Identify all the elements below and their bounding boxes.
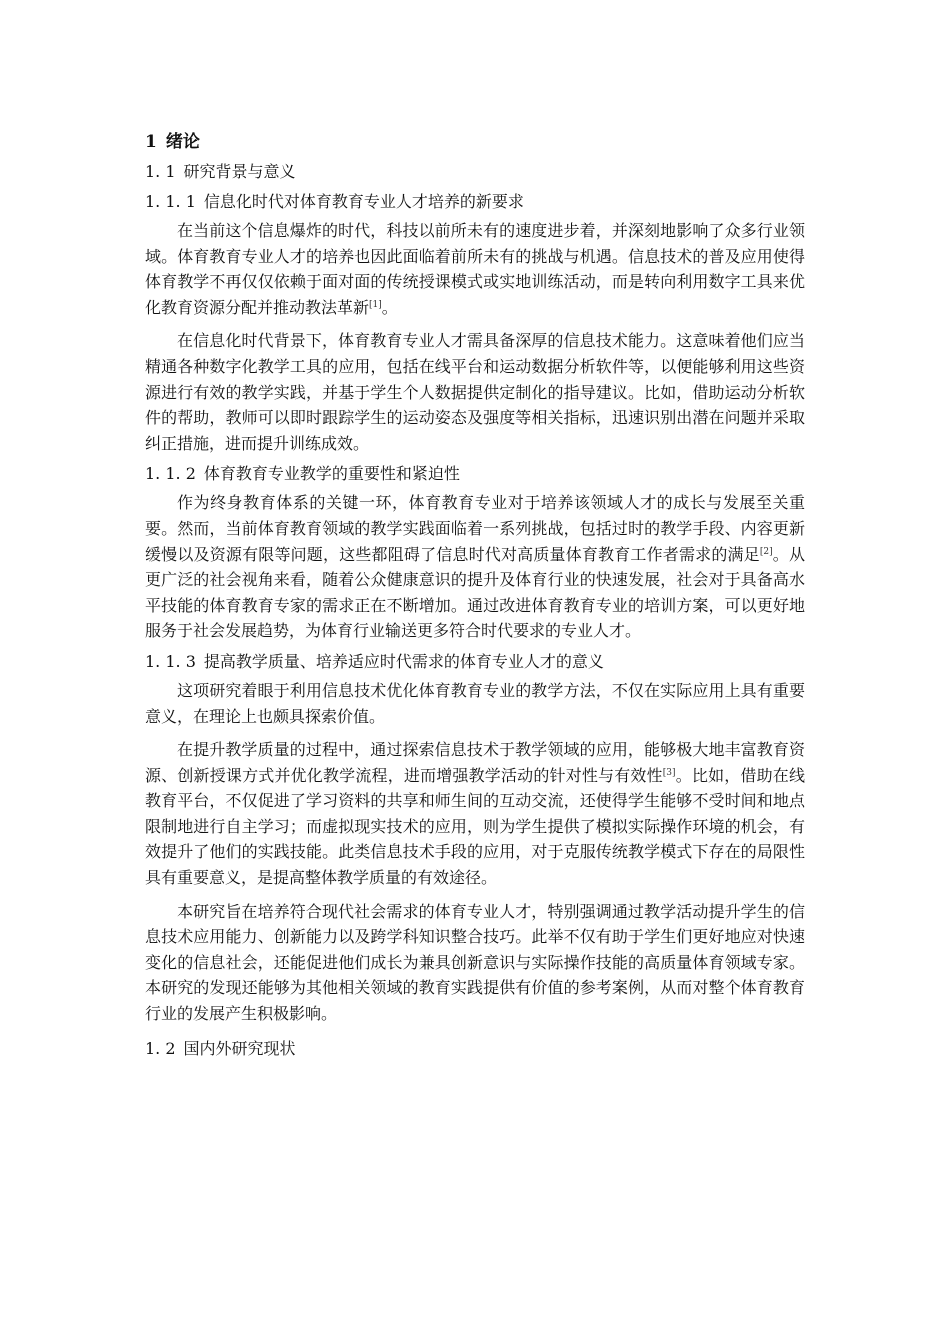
paragraph-3	[145, 490, 805, 644]
paragraph-text: 在当前这个信息爆炸的时代，科技以前所未有的速度进步着，并深刻地影响了众多行业领域。体育教育专业人才的培养也因此面临着前所未有的挑战与机遇。信息技术的普及应用使得体育教学不再仅仅依赖于面对面的传统授课模式或实地训练活动，而是转向利用数字工具来优化教育资源分配并推动教法革新	[145, 221, 805, 317]
heading-number: 1. 1	[145, 162, 176, 181]
heading-section-1-1-3	[145, 648, 805, 676]
paragraph-4	[145, 678, 805, 729]
citation-ref-2: [2]	[759, 546, 773, 557]
paragraph-text: 在信息化时代背景下，体育教育专业人才需具备深厚的信息技术能力。这意味着他们应当精通各种数字化教学工具的应用，包括在线平台和运动数据分析软件等，以便能够利用这些资源进行有效的教学实践，并基于学生个人数据提供定制化的指导建议。比如，借助运动分析软件的帮助，教师可以即时跟踪学生的运动姿态及强度等相关指标，迅速识别出潜在问题并采取纠正措施，进而提升训练成效。	[145, 331, 805, 453]
heading-title: 体育教育专业教学的重要性和紧迫性	[203, 464, 460, 484]
heading-section-1-1	[145, 158, 805, 186]
paragraph-6	[145, 899, 805, 1027]
heading-title: 国内外研究现状	[183, 1038, 296, 1058]
heading-number: 1	[145, 132, 157, 152]
heading-section-1-1-1	[145, 188, 805, 216]
paragraph-text: 在提升教学质量的过程中，通过探索信息技术于教学领域的应用，能够极大地丰富教育资源、创新授课方式并优化教学流程，进而增强教学活动的针对性与有效性	[145, 740, 805, 785]
paragraph-text: 这项研究着眼于利用信息技术优化体育教育专业的教学方法，不仅在实际应用上具有重要意义，在理论上也颇具探索价值。	[145, 680, 805, 726]
paragraph-tail: 。	[381, 297, 398, 317]
heading-number: 1. 1. 3	[145, 651, 196, 671]
heading-number: 1. 1. 1	[145, 192, 196, 211]
heading-title: 信息化时代对体育教育专业人才培养的新要求	[203, 192, 524, 211]
document-page	[145, 128, 805, 1065]
paragraph-tail: 。从更广泛的社会视角来看，随着公众健康意识的提升及体育行业的快速发展，社会对于具备高水平技能的体育教育专家的需求正在不断增加。通过改进体育教育专业的培训方案，可以更好地服务于社会发展趋势，为体育行业输送更多符合时代要求的专业人才。	[145, 544, 805, 641]
paragraph-tail: 。比如，借助在线教育平台，不仅促进了学习资料的共享和师生间的互动交流，还使得学生能够不受时间和地点限制地进行自主学习；而虚拟现实技术的应用，则为学生提供了模拟实际操作环境的机会，有效提升了他们的实践技能。此类信息技术手段的应用，对于克服传统教学模式下存在的局限性具有重要意义，是提高整体教学质量的有效途径。	[145, 765, 805, 888]
heading-chapter-1	[145, 128, 805, 156]
paragraph-text: 本研究旨在培养符合现代社会需求的体育专业人才，特别强调通过教学活动提升学生的信息技术应用能力、创新能力以及跨学科知识整合技巧。此举不仅有助于学生们更好地应对快速变化的信息社会，还能促进他们成长为兼具创新意识与实际操作技能的高质量体育领域专家。本研究的发现还能够为其他相关领域的教育实践提供有价值的参考案例，从而对整个体育教育行业的发展产生积极影响。	[145, 901, 805, 1024]
heading-section-1-1-2	[145, 460, 805, 488]
heading-title: 绪论	[165, 132, 200, 152]
paragraph-5	[145, 737, 805, 891]
citation-ref-3: [3]	[662, 767, 676, 778]
citation-ref-1: [1]	[369, 299, 382, 310]
heading-section-1-2	[145, 1035, 805, 1063]
paragraph-1	[145, 218, 805, 320]
heading-title: 提高教学质量、培养适应时代需求的体育专业人才的意义	[203, 651, 604, 671]
paragraph-text: 作为终身教育体系的关键一环，体育教育专业对于培养该领域人才的成长与发展至关重要。然而，当前体育教育领域的教学实践面临着一系列挑战，包括过时的教学手段、内容更新缓慢以及资源有限等问题，这些都阻碍了信息时代对高质量体育教育工作者需求的满足	[145, 493, 805, 564]
paragraph-2	[145, 328, 805, 456]
heading-number: 1. 2	[145, 1038, 176, 1058]
heading-number: 1. 1. 2	[145, 464, 196, 484]
heading-title: 研究背景与意义	[183, 162, 296, 181]
